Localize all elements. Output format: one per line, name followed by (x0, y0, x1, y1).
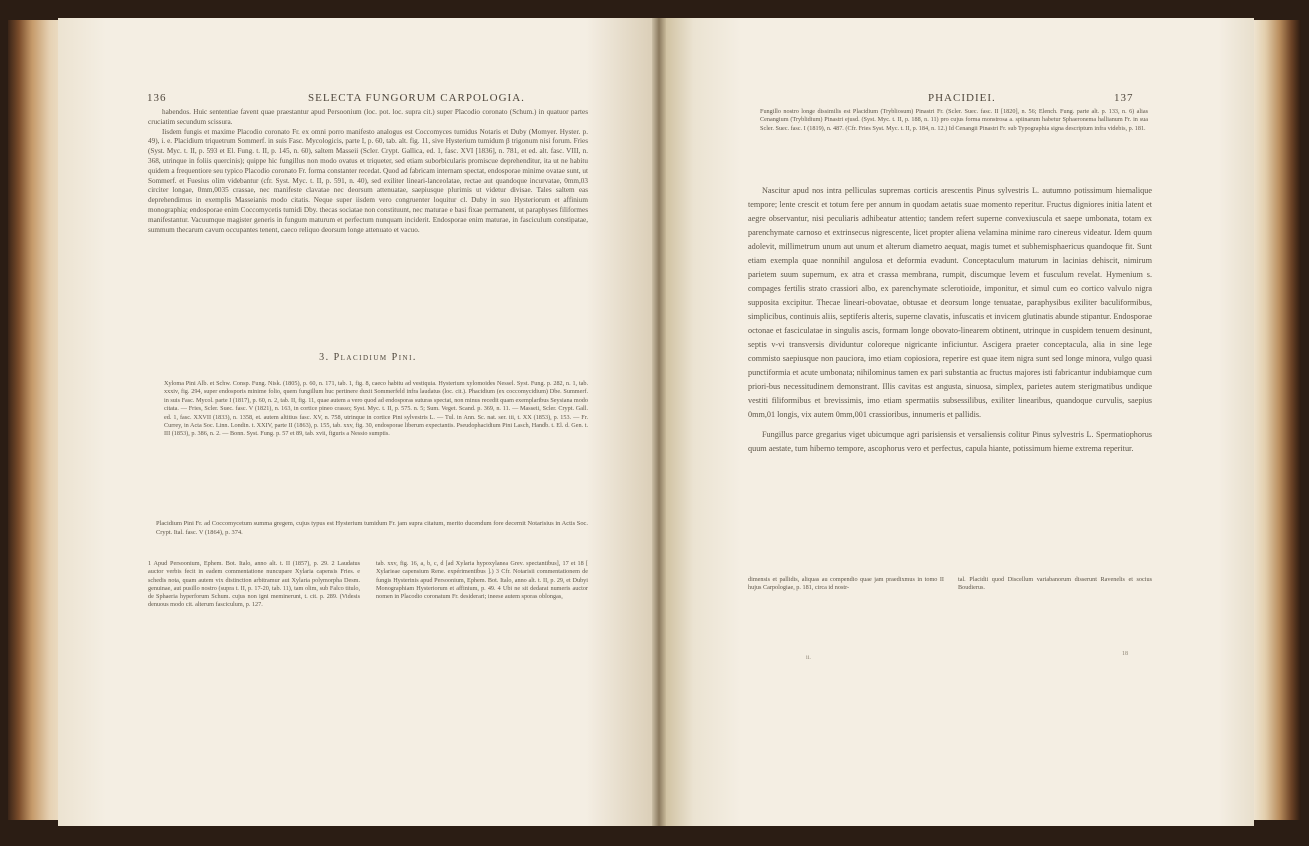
book-gutter (652, 18, 666, 826)
right-top-note: Fungillo nostro longe dissimilis est Placidium (Trybliosum) Pinastri Fr. (Scler. Suec. fasc. II [1820], n. 56; Elench. Fung. parte alt. p. 133, n. 6) alias Cenangium (Tryblidium) Pinastri ejusd. (Syst. Myc. t. II, p. 188, n. 11) pro cujus forma monstrosa a. spiinarum habetur Sphaeronema hallianum Fr. in sua Scler. Suec. fasc. I (1819), n. 487. (Cfr. Fries Syst. Myc. t. II, p. 184, n. 12.) Id Cenangii Pinastri Fr. sub Typographia signa descriptum infra videbis, p. 181. (760, 108, 1148, 132)
right-page-edges (1253, 20, 1301, 820)
synonymy-block: Xyloma Pini Alb. et Schw. Consp. Fung. Nisk. (1805), p. 60, n. 171, tab. 1, fig. 8, caeco habitu ad vestiquia. Hysterium xylomoides Nessel. Syst. Fung. p. 282, n. 1, tab. xxxiv, fig. 294, super endosporis minime folio, quem fungillum huc pertinere duxit Sommerfeld infra laudatus (loc. cit.). Phacidium (ex coccomycidium) Dbe. Summerf. in suis Fasc. Mycol. parte I (1817), p. 60, n. 2, tab. II, fig. 11, quae autem a vero quod ad endosporas suturas spectat, non minus recedit quam exemplaribus Seysiana modo citata. — Fries, Scler. Suec. fasc. V (1821), n. 163, in cortice pineo crasso; Syst. Myc. t. II, p. 575. n. 5; Sum. Veget. Scand. p. 369, n. 11. — Masseii, Scler. Crypt. Gall. ed. 1, fasc. XXVII (1833), n. 1358, et. autem altitius fasc. XV, n. 758, utrinque in cortice Pini sylvestris L. — Tul. in Ann. Sc. nat. ser. iii, t. XX (1853), p. 153. — Fr. Currey, in Acta Soc. Linn. Londin. t. XXIV, parte II (1863), p. 155, tab. xxv, fig. 30, endosporae liberum expectantis. Pseudophacidium Pini Lasch, Handb. t. El. d. Gen. t. III (1853), p. 386, n. 2. — Bonn. Syst. Fung. p. 57 et 89, tab. xvii, figuris a Nessio sumptis. (164, 380, 588, 438)
signature-mark-right: 18 (1122, 651, 1128, 657)
section-heading: 3. Placidium Pini. (319, 352, 417, 363)
right-paragraph-1: Nascitur apud nos intra pelliculas supremas corticis arescentis Pinus sylvestris L. autumno potissimum hiemalique tempore; lente crescit et totum fere per annum in quodam aetatis suae momento reperitur. Fructus digniores initia latent et aegre observantur, nisi peculiaris adhibeatur attentio; tandem refert superne convexiuscula et saepe umbonata, totam ex parenchymate carnoso et extrinsecus nigrescente, licet propter aliena velamina minime raro cinereus videatur. Idem quum adolevit, millimetrum unum aut unum et alterum diametro aequat, magis tumet et subhemisphaericus quandoque fit. Sunt etiam exempla quae nonnihil angulosa et deformia evadunt. Conceptaculum maturum in lacinias dehiscit, nimirum parietem suum supernum, ex atra et crassa membrana, rumpit, discumque levem et fusculum revelat. Hymenium s. compages fertilis strato crassiori albo, ex parenchymate sclerotioide, imponitur, et simul cum eo cortico valvulo nigra supposita excipitur. Thecae lineari-obovatae, obtusae et deorsum longe tenuatae, paraphysibus exiliter baculiformibus, simplicibus, continuis aliis, septiferis alteris, superne clavatis, infuscatis et invicem glutinatis abunde stipantur. Endosporae octonae et fasciculatae in singulis ascis, formam longe obovato-linearem obtinent, utrinque in cuspidem tenuem desinunt, septis v-vi transversis dividuntur coloreque nigricante inficiuntur. Ascigera praeter conceptacula, alia in sine lege commisto saepiusque non pauciora, imo etiam copiosiora, reperire est quae item nigra sunt sed longe minora, vulgo quasi punctiformia et acute umbonata; nihilominus tamen ex pari substantia ac fructus majores isti fabricantur indubiamque cum priori-bus necessitudinem demonstrant. Illis cavitas est angusta, sinuosa, simplex, parietes autem sterigmatibus undique vestiti filiformibus et brevissimis, imo etiam spermatiis subsessilibus, exiliter linearibus, quandoque curvulis, saepius 0mm,01 longis, vix autem 0mm,001 crassioribus, innumeris et pallidis. (748, 186, 1152, 419)
left-paragraph-1: habendos. Huic sententiae favent quae praestantur apud Persoonium (loc. pot. loc. supra cit.) super Placodio coronato (Schum.) in quatuor partes cruciatim secundum scissura. (148, 108, 588, 126)
left-footnotes-col2: tab. xxv, fig. 16, a, b, c, d [ad Xylaria hypoxylanea Grev. spectantibus], 17 et 18 [ Xylarieae capensium Rene. expérimentibus ].) 3 Cfr. Notarisii commentationem de fungis Hysterinis apud Persoonium, Ephem. Bot. Italo, anno alt. t. II, p. 29, et Dubyi Monographiam Hysteriorum et affinium, p. 49. 4 Ubi ne sit dedarat numeris auctor nomen in Placodio coronatum Fr. desiderari; ineese autem sporas oblongas, (376, 560, 588, 601)
left-paragraph-2: Iisdem fungis et maxime Placodio coronato Fr. ex omni porro manifesto analogus est Coccomyces tumidus Notaris et Duby (Momyer. Hyster. p. 49), i. e. Placidium triquetrum Sommerf. in suis Fasc. Mycologicis, parte I, p. 60, tab. alt. fig. 11, sive Hysterium tumidum β trigonum nisi forum. Fries (Syst. Myc. t. II, p. 593 et El. Fung. t. II, p. 145, n. 60), saltem Masseii (Scler. Crypt. Gallica, ed. 1, fasc. XVI [1836], n. 781, et ed. alt. fasc. VIII, n. 368, utrinque in foliis quercinis); quippe hic fungillus non modo ovatus et triqueter, sed etiam suborbicularis promiscue deprehenditur, ita ut ne habitu quidem a frequentiore seu typico Placodio coronato Fr. forma constanter recedat. Quod ad fabricam internam spectat, endosporae minime ovatae sunt, ut Sommerf. et Fuesius olim videbantur (cfr. Syst. Myc. t. II, p. 591, n. 40), sed exiliter lineari-lanceolatae, rectae aut quandoque incurvatae, 0mm,03 circiter longae, 0mm,0035 crassae, nec manifeste clavatae nec deorsum attenuatae, saepiusque plurimis ut videtur divisae. Tales saltem eas deprehendimus in exemplis Masseianis modo citatis. Neque super iisdem vero congruenter loquitur cl. Duby in suo Hysteriorum et affinium monographia; endosporae enim Coccomycetis tumidi Dby. thecas sociatae non constituunt, nec maturae e basi fixae permanent, ut paraphyses filiformes manifestantur. Vacuumque magister generis in fungum maturum et perfectum nunquam inciderit. Endosporae enim maturae, in fasciculum constipatae, summum thecarum cavum occupantes tenent, caeco reliquo deorsum longe attenuato et vacuo. (148, 127, 588, 234)
right-body-text (748, 184, 1152, 462)
right-footnotes-col1: dimensis et pallidis, aliquas au compendio quae jam praedixmus in tomo II hujus Carpologiae, p. 181, circa id nostr- (748, 576, 944, 592)
right-paragraph-2: Fungillus parce gregarius viget ubicumque agri parisiensis et versaliensis colitur Pinus sylvestris L. Spermatiophorus quum aestate, tum hiberno tempore, ascophorus vero et perfectus, capula hiante, potissimum hieme extrema reperitur. (748, 430, 1152, 453)
note-paragraph: Placidium Pini Fr. ad Coccomycetum summa gregem, cujus typus est Hysterium tumidum Fr. jam supra citatum, merito ducendum fore decernit Notarisius in Actis Soc. Crypt. Ital. fasc. V (1864), p. 374. (156, 520, 588, 536)
right-footnotes-col2: tal. Placidii quod Discellum variabanorum disserunt Ravenelis et socius Boudierus. (958, 576, 1152, 592)
left-body-text (148, 108, 588, 235)
left-footnotes-col1: 1 Apud Persoonium, Ephem. Bot. Italo, anno alt. t. II (1857), p. 29. 2 Laudatus auctor verbis fecit in eadem commentatione nuncupare Xylaria capensis Fries. e schedis nota, quam autem vix distinction arbitramur aut Xylaria polymorpha Desm. genuinae, aut pusillo nostro (supra t. II, p. 17-20, tab. 11), tam olim, sub Falco titulo, de Sphaeria hyperforum Schum. cujus non igni meminerunt, t. cit. p. 289. (Videsis denuous modo cit. alterum fasciculum, p. 127. (148, 560, 360, 609)
right-page-number: 137 (1114, 92, 1134, 104)
signature-mark-left: ii. (806, 655, 811, 661)
right-running-title: PHACIDIEI. (928, 92, 996, 104)
left-page-number: 136 (147, 92, 167, 104)
left-running-title: SELECTA FUNGORUM CARPOLOGIA. (308, 92, 525, 104)
